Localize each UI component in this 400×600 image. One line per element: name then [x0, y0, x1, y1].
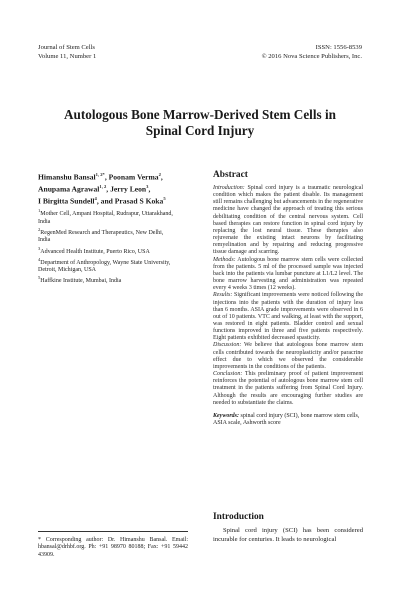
journal-volume: Volume 11, Number 1	[38, 52, 97, 60]
author-column	[38, 170, 198, 286]
abstract-paragraph: Methods: Autologous bone marrow stem cells were collected from the patients. 5 ml of the processed sample was injected back into the patients via lumbar puncture at L1/L2 level. The bone marrow harvesting and administration was repeated every 4 weeks 3 times (12 weeks).	[213, 256, 363, 292]
issn: ISSN: 1556-8539	[315, 44, 362, 51]
introduction-section	[213, 512, 363, 544]
header-left	[38, 44, 96, 61]
affiliation: $^2$RegenMed Research and Therapeutics, New Delhi,	[38, 226, 164, 236]
affiliations: $^1$Mother Cell, Ampani Hospital, Rudrapur, Uttarakhand, India $^2$RegenMed Research and Therapeutics, New Delhi, India $^3$Advanced Health Institute, Puerto Rico, USA $^4$Department of Anthropology, Wayne State University, Detroit, Michigan, USA $^5$Haffkine Institute, Mumbai, India	[38, 207, 198, 285]
introduction-text: Spinal cord injury (SCI) has been considered incurable for centuries. It leads to neurological	[213, 527, 363, 543]
copyright: © 2016 Nova Science Publishers, Inc.	[261, 52, 362, 60]
abstract-heading: Abstract	[213, 170, 248, 180]
footnote	[38, 531, 188, 559]
author-name: Jerry Leon	[110, 184, 147, 194]
corresponding-author-note: * Corresponding author: Dr. Himanshu Bansal. Email: hbansal@drhbf.org. Ph: +91 98970 80188; Fax: +91 59442 43909.	[38, 537, 188, 558]
affiliation: $^4$Department of Anthropology, Wayne State University,	[38, 256, 171, 266]
author-name: Poonam Verma	[108, 172, 159, 182]
abstract-body	[213, 185, 363, 407]
abstract-paragraph: Results: Significant improvements were noticed following the injections into the patients with the duration of injury less than 6 months. ASIA grade improvements were observed in 6 out of 10 patients. VTC and walking, at least with the support, was restored in eight patients. Bladder control and sexual functions improved in three and five patients respectively. Eight patients exhibited decreased spasticity.	[213, 292, 363, 342]
journal-name: Journal of Stem Cells	[38, 44, 95, 51]
author-name: I Birgitta Sundell	[38, 196, 95, 206]
keywords	[213, 413, 363, 427]
affiliation: $^1$Mother Cell, Ampani Hospital, Rudrapur, Uttarakhand,	[38, 208, 173, 218]
affiliation: $^5$Haffkine Institute, Mumbai, India	[38, 275, 122, 285]
author-name: Himanshu Bansal	[38, 172, 96, 182]
keywords-label: Keywords:	[213, 412, 239, 419]
header-right	[262, 44, 362, 61]
keywords-text: spinal cord injury (SCI), bone marrow stem cells, ASIA scale, Ashworth score	[213, 412, 360, 426]
abstract-column	[213, 170, 363, 427]
affiliation: $^3$Advanced Health Institute, Puerto Rico, USA	[38, 245, 150, 255]
introduction-heading: Introduction	[213, 512, 264, 522]
abstract-paragraph: Discussion: We believe that autologous bone marrow stem cells contributed towards the neuroplasticity and/or paracrine effect due to which we observed the considerable improvements in the conditions of the patients.	[213, 342, 363, 370]
abstract-paragraph: Conclusion: This preliminary proof of patient improvement reinforces the potential of autologous bone marrow stem cell treatment in the patients suffering from Spinal Cord Injury. Although the results are encouraging further studies are needed to substantiate the claims.	[213, 371, 363, 406]
paper-title: Autologous Bone Marrow-Derived Stem Cells in Spinal Cord Injury	[64, 107, 336, 138]
author-list: Himanshu Bansal$^{1, 2*}$, Poonam Verma$^2$, Anupama Agrawal$^{1, 2}$, Jerry Leon$^3$, I Birgitta Sundell$^4$, and Prasad S Koka$^5$	[38, 172, 166, 206]
abstract-paragraph: Introduction: Spinal cord injury is a traumatic neurological condition which makes the patient disable. Its management still remains challenging but advancements in the regenerative medicine have changed the approach of treating this serious debilitating condition of the central nervous system. Cell based therapies can restore function in spinal cord injury by replacing the lost neural tissue. These therapies also rejuvenate the existing intact neurons by facilitating remyelination and by repairing and reducing progressive tissue damage and scarring.	[213, 185, 363, 256]
author-name: Anupama Agrawal	[38, 184, 100, 194]
author-name: and Prasad S Koka	[100, 196, 164, 206]
